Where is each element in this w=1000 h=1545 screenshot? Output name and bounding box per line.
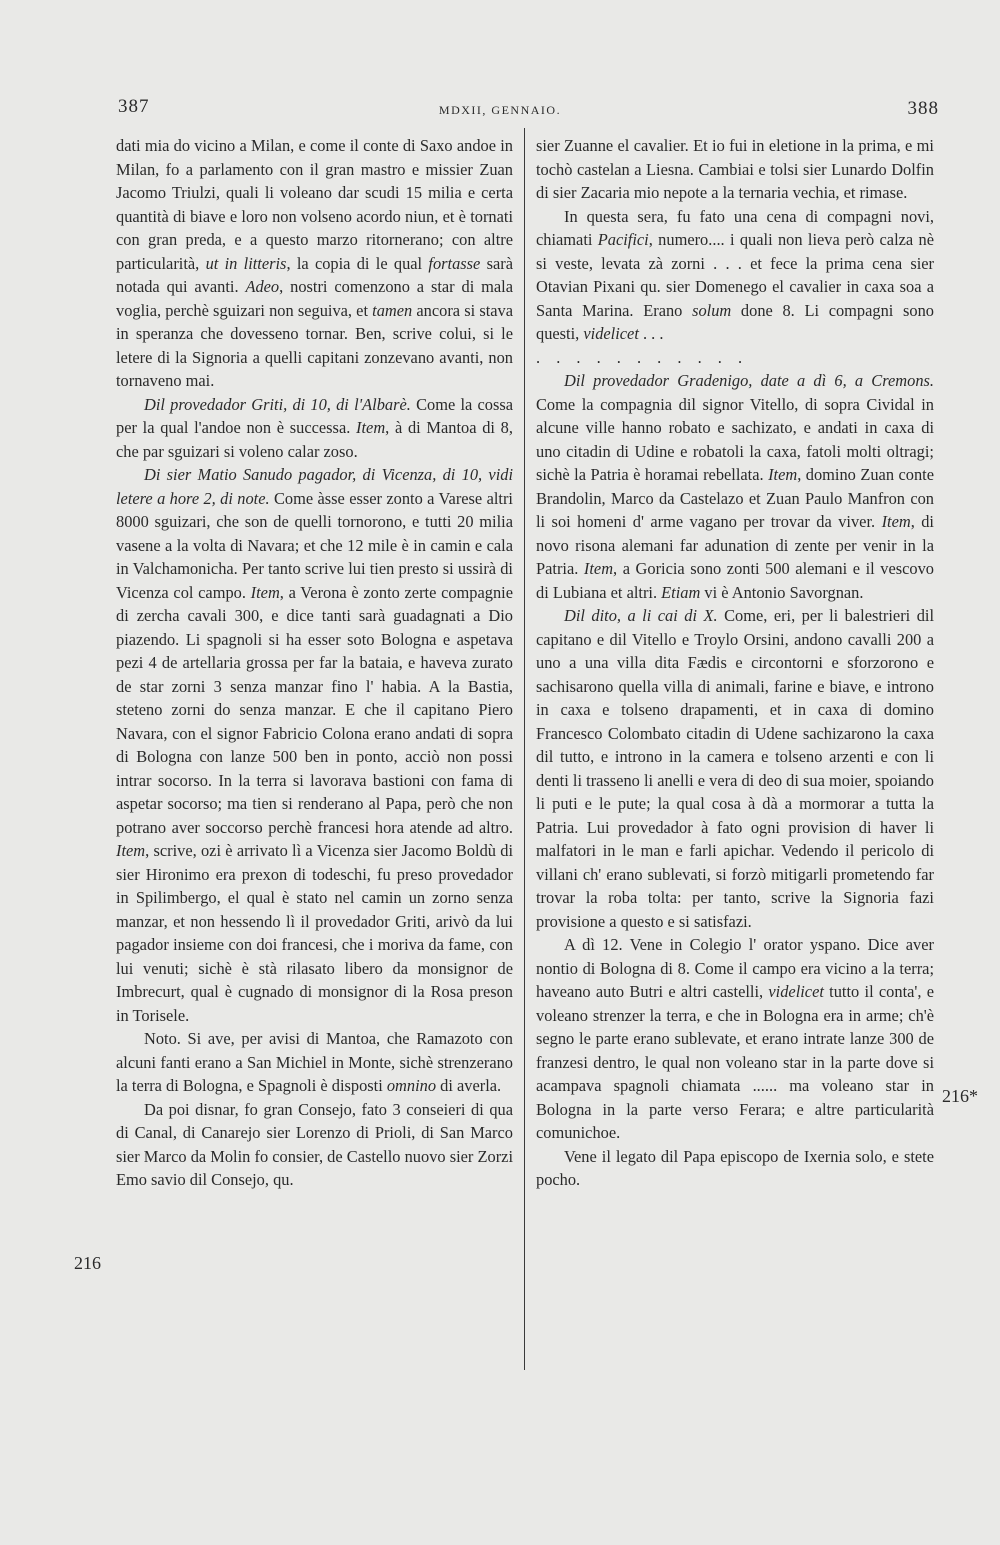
paragraph: A dì 12. Vene in Colegio l' orator yspano. Dice aver nontio di Bologna di 8. Come il campo era vicino a la terra; haveano auto Butri e altri castelli, videlicet tutto il conta', e voleano strenzer la terra, e che in Bologna era in arme; ch'è segno le parte erano sublevate, et erano intrate lanze 300 de franzesi dentro, le qual non voleano star in la parte dove si acampava spagnoli chiamata ...... ma voleano star in Bologna in la parte verso Ferara; e altre particularità comunichoe. — [536, 935, 935, 1142]
paragraph: Noto. Si ave, per avisi di Mantoa, che Ramazoto con alcuni fanti erano a San Michiel in Monte, sichè strenzerano la terra di Bologna, e Spagnoli è disposti omnino di averla. — [116, 1029, 513, 1095]
paragraph: Dil dito, a li cai di X. Come, eri, per li balestrieri dil capitano e dil Vitello e Troylo Orsini, andono cavalli 200 a uno a una villa dita Fædis e circontorni e sforzorono e sachisarono quella villa di animali, farine e biave, e introno in caxa e tolseno drapamenti, et in caxa di domino Francesco Colombato citadin di Udene sachizarono la caxa dil tutto, e introno in la camera e tolseno arzenti e con li denti li trasseno li anelli e vera di deo di sua moier, spoiando li puti e le pute; la qual cosa à dà a mormorar a tutta la Patria. Lui provedador à fato ogni provision di haver li malfatori in le man e farli apichar. Vedendo il pericolo di villani ch' erano sublevati, si forzò mitigarli prometendo far trovar la roba tolta: per tanto, scrive la Signoria fazi provisione a questo e si satisfazi. — [536, 606, 934, 931]
ellipsis-line: . . . . . . . . . . . — [536, 347, 749, 367]
right-column — [536, 134, 934, 1192]
left-column — [116, 134, 513, 1192]
running-head: MDXII, GENNAIO. — [438, 103, 562, 117]
paragraph: sier Zuanne el cavalier. Et io fui in eletione in la prima, e mi tochò castelan a Liesna. Cambiai e tolsi sier Lunardo Dolfin di sier Zacaria mio nepote a la ternaria vechia, et rimase. — [536, 136, 934, 202]
page-number-right: 388 — [907, 98, 939, 119]
page-header — [0, 96, 1000, 126]
column-divider — [524, 128, 525, 1370]
margin-note-left: 216 — [74, 1253, 101, 1273]
dispatch-heading: Dil dito, a li cai di X. — [564, 606, 718, 625]
paragraph: Dil provedador Griti, di 10, di l'Albarè. Come la cossa per la qual l'andoe non è successa. Item, à di Mantoa di 8, che par sguizari si voleno calar zoso. — [116, 394, 513, 461]
paragraph: Vene il legato dil Papa episcopo de Ixernia solo, e stete pocho. — [536, 1146, 934, 1189]
paragraph: In questa sera, fu fato una cena di compagni novi, chiamati Pacifici, numero.... i quali non lieva però calza nè si veste, levata zà zorni . . . et fece la prima cena sier Otavian Pixani qu. sier Domenego el cavalier in caxa soa a Santa Marina. Erano solum done 8. Li compagni sono questi, videlicet . . . — [536, 206, 935, 343]
page-number-left: 387 — [118, 96, 150, 117]
paragraph: dati mia do vicino a Milan, e come il conte di Saxo andoe in Milan, fo a parlamento con il gran mastro e missier Zuan Jacomo Triulzi, quali li voleano dar scudi 15 milia e certa quantità di biave e loro non volseno acordo niun, et è tornati con gran preda, e a questo marzo ritornerano; con altre particularità, ut in litteris, la copia di le qual fortasse sarà notada qui avanti. Adeo, nostri comenzono a star di mala voglia, perchè sguizari non seguiva, et tamen ancora si stava in speranza che dovesseno tornar. Ben, scrive colui, si le letere di la Signoria a quelli capitani zonzevano avanti, non tornaveno mai. — [116, 136, 514, 390]
dispatch-heading: Dil provedador Griti, di 10, di l'Albarè. — [144, 394, 411, 414]
margin-note-right: 216* — [942, 1086, 978, 1106]
paragraph: Da poi disnar, fo gran Consejo, fato 3 conseieri di qua di Canal, di Canarejo sier Lorenzo di Prioli, di San Marco sier Marco da Molin fo consier, de Castello nuovo sier Zorzi Emo savio dil Consejo, qu. — [116, 1099, 513, 1189]
paragraph: Di sier Matio Sanudo pagador, di Vicenza, di 10, vidi letere a hore 2, di note. Come àsse esser zonto a Varese altri 8000 sguizari, che son de quelli tornorono, e tutti 20 milia vasene a la volta di Navara; et che 12 mile è in camin e cala in Valchamonicha. Per tanto scrive lui tien presto si ussirà di Vicenza col campo. Item, a Verona è zonto zerte compagnie di zercha cavali 300, e dice tanti sarà guadagnati a Dio piazendo. Li spagnoli si ha esser soto Bologna e aspetava pezi 4 de artellaria grossa per far la bataia, e haveva zurato de star zorni 3 senza manzar fino l' habia. A la Bastia, steteno zorni do senza manzar. E che il capitano Piero Navara, con el signor Fabricio Colona erano andati di sopra di Bologna con lanze 500 ben in ponto, acciò non possi intrar socorso. In la terra si lavorava bastioni con fama di aspetar socorso; ma tien si renderano al Papa, però che non potrano aver soccorso perchè francesi hora atende ad altro. Item, scrive, ozi è arrivato lì a Vicenza sier Jacomo Boldù di sier Hironimo era prexon di todeschi, fu preso provedador in Spilimbergo, el qual è stato nel camin un zorno senza manzar, et non hessendo lì il provedador Griti, arivò da lui pagador insieme con doi francesi, che i moriva da fame, con lui venuti; sichè è stà rilasato libero da monsignor de Imbrecurt, qual è cugnado di monsignor di la Rosa preson in Torisele. — [116, 465, 513, 1025]
paragraph: Dil provedador Gradenigo, date a dì 6, a Cremons. Come la compagnia dil signor Vitello, di sopra Cividal in alcune ville hanno robato e sachizato, e andati in caxa di uno citadin di Udine e robatoli la caxa, fatoli molti oltragi; sichè la Patria è horamai rebellata. Item, domino Zuan conte Brandolin, Marco da Castelazo et Zuan Paulo Manfron con li soi homeni d' arme vagano per trovar da viver. Item, di novo risona alemani far adunation di zente per venir in la Patria. Item, a Goricia sono zonti 500 alemani e il vescovo di Lubiana et altri. Etiam vi è Antonio Savorgnan. — [536, 371, 934, 602]
dispatch-heading: Dil provedador Gradenigo, date a dì 6, a Cremons. — [564, 371, 934, 390]
dispatch-heading: Di sier Matio Sanudo pagador, di Vicenza, di 10, vidi letere a hore 2, di note. — [116, 465, 513, 508]
